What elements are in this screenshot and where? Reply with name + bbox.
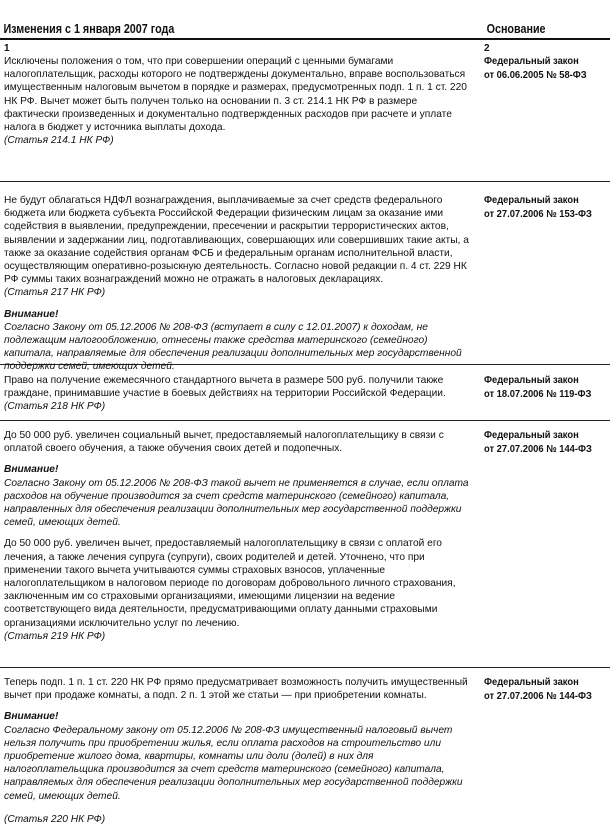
basis-law-title: Федеральный закон (484, 56, 579, 67)
warning-title: Внимание! (4, 711, 59, 723)
table-row (0, 182, 610, 373)
basis-law-number: от 27.07.2006 № 144-ФЗ (484, 443, 592, 455)
article-reference: (Статья 219 НК РФ) (4, 630, 106, 642)
basis-law-number: от 27.07.2006 № 153-ФЗ (484, 208, 592, 220)
change-text: До 50 000 руб. увеличен социальный вычет, предоставляемый налогоплательщику в связи с оплатой своего обучения, а также обучения своих детей и подопечных. (4, 430, 444, 455)
article-reference: (Статья 218 НК РФ) (4, 401, 106, 413)
header-basis: Основание (486, 22, 546, 36)
warning-text: Согласно Закону от 05.12.2006 № 208-ФЗ такой вычет не применяется в случае, если оплата расходов на обучение производится за счет средств материнского (семейного) капитала, направленных для обеспечения реализации дополнительных мер государственной поддержки семей, имеющих детей. (4, 477, 469, 529)
warning-text: Согласно Федеральному закону от 05.12.2006 № 208-ФЗ имущественный налоговый вычет нельзя получить при приобретении жилья, если оплата расходов на строительство или приобретение жилого дома, квартиры, комнаты или доли (долей) в них для налогоплательщика производится за счет средств материнского (семейного) капитала, направляемых для обеспечения реализации дополнительных мер государственной поддержки семей, имеющих детей. (4, 724, 463, 802)
article-reference: (Статья 214.1 НК РФ) (4, 135, 114, 147)
header-changes: Изменения с 1 января 2007 года (3, 22, 175, 36)
change-cell (0, 365, 474, 420)
basis-law-title: Федеральный закон (484, 375, 579, 386)
basis-law-number: от 27.07.2006 № 144-ФЗ (484, 690, 592, 702)
change-cell (0, 421, 474, 667)
basis-law-number: от 06.06.2005 № 58-ФЗ (484, 69, 587, 81)
warning-text: Согласно Закону от 05.12.2006 № 208-ФЗ (вступает в силу с 12.01.2007) к доходам, не подлежащим налогообложению, отнесены также средства материнского (семейного) капитала, направляемые для обеспечения реализации дополнительных мер государственной поддержки семей, имеющих детей. (4, 321, 462, 373)
change-text: Не будут облагаться НДФЛ вознаграждения, выплачиваемые за счет средств федерального бюджета или бюджета субъекта Российской Федерации физическим лицам за оказание ими содействия в выявлении, предупреждении, пресечении и раскрытии террористических актов, выявлении и задержании лиц, подготавливающих, совершающих или совершивших такие акты, а также за оказание содействия органам ФСБ и федеральным органам исполнительной власти, осуществляющим оперативно-розыскную деятельность. Согласно новой редакции п. 4 ст. 229 НК РФ суммы таких вознаграждений можно не отражать в налоговых декларациях. (4, 195, 469, 286)
basis-cell (474, 668, 610, 829)
table-row (0, 421, 610, 668)
table-header (0, 0, 610, 40)
change-text-secondary: До 50 000 руб. увеличен вычет, предоставляемый налогоплательщику в связи с оплатой его лечения, а также лечения супруга (супруги), своих родителей и детей. Уточнено, что при применении такого вычета учитываются суммы страховых взносов, уплаченные налогоплательщиком в налоговом периоде по договорам добровольного личного страхования, заключенным им со страховыми организациями, имеющими лицензии на ведение соответствующего вида деятельности, предусматривающими оплату данными страховыми организациями исключительно услуг по лечению. (4, 538, 456, 629)
basis-cell (474, 365, 610, 420)
change-text: Исключены положения о том, что при совершении операций с ценными бумагами налогоплательщик, расходы которого не подтверждены документально, вправе воспользоваться имущественным налоговым вычетом в порядке и размерах, предусмотренных подп. 1 п. 1 ст. 220 НК РФ. Вычет может быть получен только на основании п. 3 ст. 214.1 НК РФ в размере фактически произведенных и документально подтвержденных расходов при расчете и уплате налога в бюджет у источника выплаты дохода. (4, 56, 467, 134)
change-cell (0, 668, 474, 829)
change-cell (0, 40, 474, 181)
article-reference: (Статья 220 НК РФ) (4, 813, 106, 825)
column-number-right: 2 (484, 43, 490, 54)
column-number-left: 1 (4, 43, 10, 54)
basis-cell (474, 421, 610, 667)
table-row (0, 40, 610, 182)
basis-law-number: от 18.07.2006 № 119-ФЗ (484, 388, 592, 400)
table-row (0, 365, 610, 421)
basis-law-title: Федеральный закон (484, 430, 579, 441)
basis-law-title: Федеральный закон (484, 677, 579, 688)
change-text: Право на получение ежемесячного стандартного вычета в размере 500 руб. получили также граждане, принимавшие участие в боевых действиях на территории Российской Федерации. (4, 375, 446, 400)
table-row (0, 668, 610, 829)
change-text: Теперь подп. 1 п. 1 ст. 220 НК РФ прямо предусматривает возможность получить имущественный вычет при продаже комнаты, а подп. 2 п. 1 этой же статьи — при приобретении комнаты. (4, 677, 468, 702)
basis-cell (474, 182, 610, 364)
basis-cell (474, 40, 610, 181)
change-cell (0, 182, 474, 373)
basis-law-title: Федеральный закон (484, 195, 579, 206)
warning-title: Внимание! (4, 464, 59, 476)
warning-title: Внимание! (4, 308, 59, 320)
article-reference: (Статья 217 НК РФ) (4, 287, 106, 299)
